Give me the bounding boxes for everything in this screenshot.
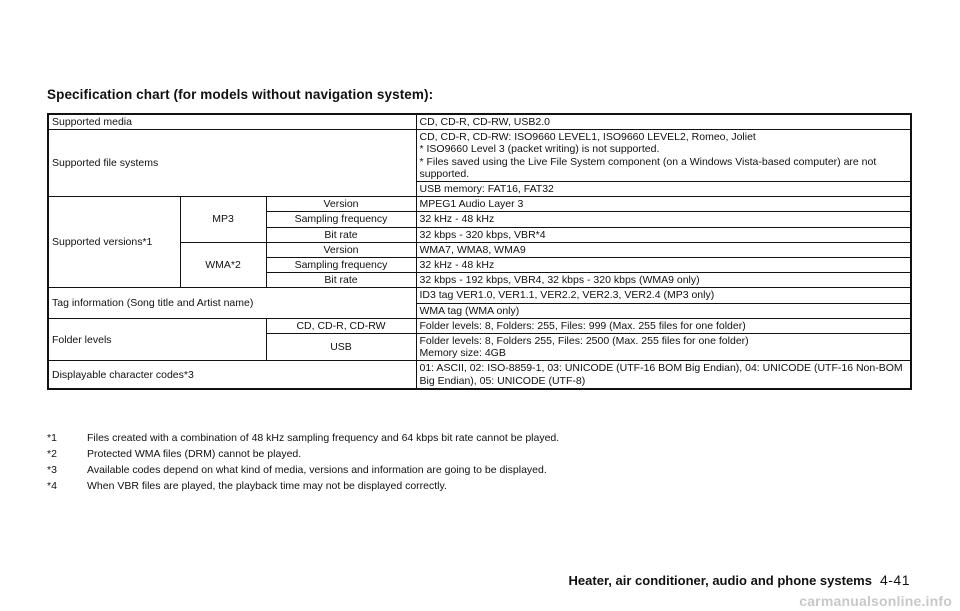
footnote-text: Files created with a combination of 48 kHz sampling frequency and 64 kbps bit rate cannot be played. <box>87 432 560 444</box>
row-value-folder-usb <box>416 334 911 361</box>
format-label-wma: WMA*2 <box>180 242 266 288</box>
param-label: Sampling frequency <box>266 258 416 273</box>
row-label-supported-media: Supported media <box>48 114 416 130</box>
cell-line: * Files saved using the Live File System component (on a Windows Vista-based computer) are not supported. <box>419 155 877 180</box>
format-label-mp3: MP3 <box>180 197 266 243</box>
cell-line: CD, CD-R, CD-RW: ISO9660 LEVEL1, ISO9660 LEVEL2, Romeo, Joliet <box>419 131 756 144</box>
footnote-item <box>47 446 559 462</box>
param-value: 32 kHz - 48 kHz <box>416 258 911 273</box>
footnote-mark: *3 <box>47 464 57 476</box>
footnote-mark: *2 <box>47 448 57 460</box>
table-row <box>48 114 911 130</box>
table-row <box>48 288 911 303</box>
param-label: Bit rate <box>266 227 416 242</box>
row-label-displayable-codes: Displayable character codes*3 <box>48 361 416 389</box>
footnote-text: Protected WMA files (DRM) cannot be played. <box>87 448 302 460</box>
param-value: 32 kbps - 192 kbps, VBR4, 32 kbps - 320 kbps (WMA9 only) <box>416 273 911 288</box>
media-label-cd: CD, CD-R, CD-RW <box>266 318 416 333</box>
footnote-item <box>47 430 559 446</box>
row-label-supported-versions: Supported versions*1 <box>48 197 180 288</box>
watermark: carmanualsonline.info <box>799 593 952 609</box>
page-number: 4-41 <box>879 572 910 588</box>
row-value-file-systems-cd <box>416 130 911 182</box>
row-value-supported-media: CD, CD-R, CD-RW, USB2.0 <box>416 114 911 130</box>
row-value-tag-id3: ID3 tag VER1.0, VER1.1, VER2.2, VER2.3, VER2.4 (MP3 only) <box>416 288 911 303</box>
media-label-usb: USB <box>266 334 416 361</box>
row-value-folder-cd: Folder levels: 8, Folders: 255, Files: 999 (Max. 255 files for one folder) <box>416 318 911 333</box>
table-row <box>48 361 911 389</box>
table-row <box>48 318 911 333</box>
row-value-displayable-codes: 01: ASCII, 02: ISO-8859-1, 03: UNICODE (UTF-16 BOM Big Endian), 04: UNICODE (UTF-16 Non-BOM Big Endian), 05: UNICODE (UTF-8) <box>416 361 911 389</box>
page-footer <box>569 572 910 588</box>
section-heading: Specification chart (for models without navigation system): <box>47 87 434 102</box>
cell-line: Folder levels: 8, Folders 255, Files: 2500 (Max. 255 files for one folder) <box>419 335 749 348</box>
param-label: Version <box>266 242 416 257</box>
row-value-file-systems-usb: USB memory: FAT16, FAT32 <box>416 182 911 197</box>
param-value: WMA7, WMA8, WMA9 <box>416 242 911 257</box>
param-label: Sampling frequency <box>266 212 416 227</box>
footnote-mark: *4 <box>47 480 57 492</box>
param-value: 32 kbps - 320 kbps, VBR*4 <box>416 227 911 242</box>
param-value: MPEG1 Audio Layer 3 <box>416 197 911 212</box>
row-label-tag-information: Tag information (Song title and Artist name) <box>48 288 416 318</box>
table-row <box>48 197 911 212</box>
specification-table <box>47 113 912 390</box>
row-label-folder-levels: Folder levels <box>48 318 266 361</box>
param-label: Version <box>266 197 416 212</box>
footnote-mark: *1 <box>47 432 57 444</box>
param-label: Bit rate <box>266 273 416 288</box>
footnote-item <box>47 462 559 478</box>
param-value: 32 kHz - 48 kHz <box>416 212 911 227</box>
footnote-text: Available codes depend on what kind of media, versions and information are going to be displayed. <box>87 464 547 476</box>
footnote-text: When VBR files are played, the playback time may not be displayed correctly. <box>87 480 447 492</box>
footer-section-title: Heater, air conditioner, audio and phone systems <box>568 573 872 588</box>
cell-line: Memory size: 4GB <box>419 347 506 360</box>
cell-line: * ISO9660 Level 3 (packet writing) is not supported. <box>419 143 660 156</box>
row-label-supported-file-systems: Supported file systems <box>48 130 416 197</box>
footnotes <box>47 430 559 494</box>
row-value-tag-wma: WMA tag (WMA only) <box>416 303 911 318</box>
footnote-item <box>47 478 559 494</box>
table-row <box>48 130 911 182</box>
